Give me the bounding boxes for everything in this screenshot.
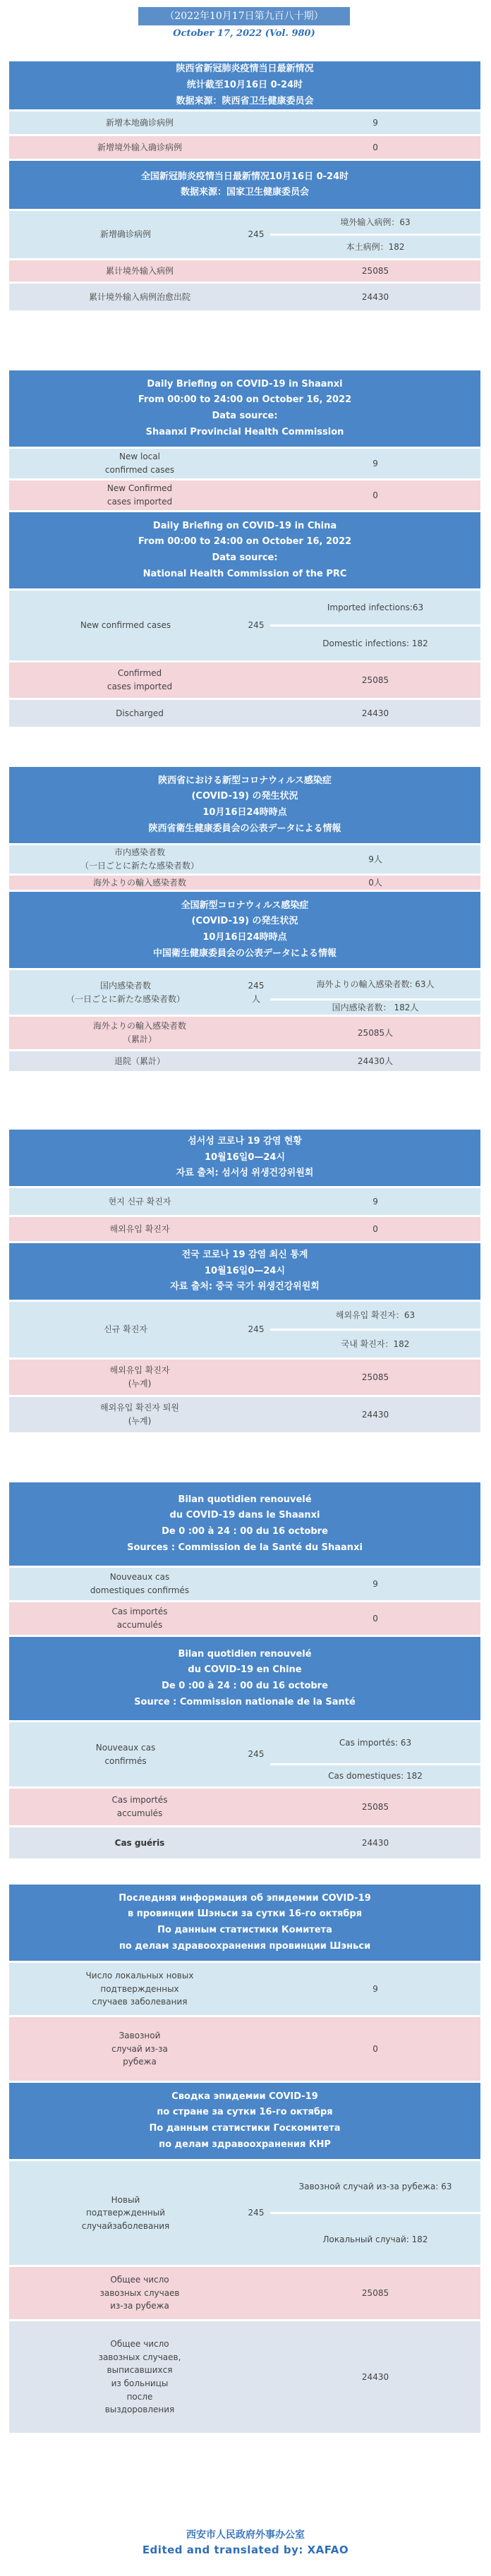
local-title-line: From 00:00 to 24:00 on October 16, 2022 <box>138 394 352 406</box>
table-row <box>9 1568 480 1600</box>
section-ko <box>9 1127 480 1434</box>
row-label <box>9 2321 270 2433</box>
national-title-line: du COVID-19 en Chine <box>188 1664 302 1676</box>
row-label-line: Cas importés <box>111 1607 168 1617</box>
new-confirmed-label <box>9 1722 242 1786</box>
stats-table-ko <box>9 1127 480 1434</box>
row-label <box>9 1789 270 1825</box>
row-label-line: выздоровления <box>104 2405 175 2415</box>
row-label <box>9 1051 270 1071</box>
local-title-line: (COVID-19) の発生状況 <box>191 791 298 802</box>
table-row <box>9 1302 480 1329</box>
row-label-line: 해외유입 확진자 <box>109 1223 170 1234</box>
row-value: 0 <box>270 136 480 159</box>
row-label-line: 新增确诊病例 <box>99 229 151 240</box>
local-title <box>9 370 480 447</box>
row-label-line: 海外よりの輸入感染者数 <box>92 877 186 888</box>
row-label <box>9 480 270 510</box>
local-title-line: в провинции Шэньси за сутки 16-го октября <box>127 1909 363 1920</box>
local-title-line: 数据来源：陕西省卫生健康委员会 <box>176 95 314 107</box>
row-label-line: (누계) <box>128 1416 152 1426</box>
local-title-line: Data source: <box>212 411 278 421</box>
row-value: 24430 <box>270 1397 480 1432</box>
row-value: 9 <box>270 1188 480 1215</box>
new-confirmed-label <box>9 2161 242 2265</box>
local-title-line: du COVID-19 dans le Shaanxi <box>169 1510 320 1521</box>
table-row <box>9 970 480 998</box>
new-confirmed-total: 245 <box>242 1722 270 1786</box>
local-title-line: Shaanxi Provincial Health Commission <box>145 426 344 437</box>
national-title-line: 자료 출처: 중국 국가 위생건강위원회 <box>170 1281 320 1293</box>
row-label-line: New Confirmed <box>107 483 173 494</box>
row-label <box>9 663 270 698</box>
row-label-line: 해외유입 확진자 퇴원 <box>100 1403 179 1413</box>
table-row <box>9 1051 480 1071</box>
row-label <box>9 1017 270 1049</box>
row-label-line: Завозной <box>119 2031 161 2041</box>
row-label-line: Новый <box>111 2194 140 2205</box>
issue-date-banner: （2022年10月17日第九百八十期） <box>138 7 350 25</box>
local-title <box>9 1482 480 1566</box>
row-label-line: из-за рубежа <box>110 2301 169 2311</box>
row-label-line: Nouveaux cas <box>95 1742 156 1753</box>
row-label-line: 신규 확진자 <box>104 1324 147 1335</box>
section-en <box>9 368 480 729</box>
row-value: 0 <box>270 2017 480 2081</box>
national-title-line: 全国新型コロナウィルス感染症 <box>181 900 309 911</box>
table-row <box>9 1789 480 1825</box>
row-label <box>9 1568 270 1600</box>
row-value: 9 <box>270 1568 480 1600</box>
national-title-line: 10月16日24時時点 <box>202 932 287 943</box>
row-label-line: cases imported <box>107 682 173 691</box>
row-label <box>9 1397 270 1432</box>
national-title-line: De 0 :00 à 24 : 00 du 16 octobre <box>162 1681 328 1691</box>
row-value: 0 <box>270 1602 480 1635</box>
table-row <box>9 591 480 624</box>
national-title-line: Source : Commission nationale de la Santé <box>134 1696 356 1707</box>
table-row <box>9 260 480 282</box>
row-label <box>9 845 270 873</box>
section-ru <box>9 1882 480 2435</box>
row-value: 25085人 <box>270 1017 480 1049</box>
national-title-line: National Health Commission of the PRC <box>143 568 347 579</box>
national-title-line: Data source: <box>212 552 278 563</box>
row-label-line: рубежа <box>123 2057 157 2067</box>
national-title <box>9 512 480 588</box>
local-title-line: 섬서성 코로나 19 감염 현황 <box>188 1135 302 1147</box>
domestic-cases: Domestic infections: 182 <box>270 627 480 660</box>
national-title-line: По данным статистики Госкомитета <box>149 2123 341 2134</box>
row-label-line: 累计境外输入病例 <box>105 265 174 276</box>
new-confirmed-total: 245 <box>242 211 270 258</box>
row-value: 24430 <box>270 1827 480 1858</box>
table-row <box>9 2161 480 2212</box>
table-row <box>9 2267 480 2319</box>
row-label-line: 累计境外输入病例治愈出院 <box>88 291 190 302</box>
national-title-line: Bilan quotidien renouvelé <box>178 1648 312 1659</box>
row-label-line: （一日ごとに新たな感染者数） <box>66 993 185 1004</box>
row-label-line: Discharged <box>116 708 164 718</box>
row-label-line: 退院（累計） <box>114 1056 165 1066</box>
national-title-line: 10월16일0—24시 <box>205 1265 286 1276</box>
row-value: 9 <box>270 1963 480 2015</box>
row-label <box>9 700 270 727</box>
local-title-line: 陕西省新冠肺炎疫情当日最新情况 <box>176 64 314 74</box>
national-title-line: 全国新冠肺炎疫情当日最新情况10月16日 0-24时 <box>140 171 349 182</box>
row-label-line: подтвержденных <box>100 1983 179 1994</box>
table-row <box>9 1360 480 1395</box>
row-label <box>9 284 270 310</box>
local-title-line: Bilan quotidien renouvelé <box>178 1494 312 1505</box>
table-row <box>9 284 480 310</box>
new-confirmed-total: 245 <box>242 591 270 660</box>
row-value: 24430 <box>270 284 480 310</box>
row-label <box>9 1217 270 1241</box>
row-value: 24430人 <box>270 1051 480 1071</box>
footer-credit: Edited and translated by: XAFAO <box>142 2544 349 2556</box>
table-row <box>9 1722 480 1763</box>
stats-table-en <box>9 368 480 729</box>
local-title-line: 자료 출처: 섬서성 위생건강위원회 <box>176 1168 314 1179</box>
local-title-line: по делам здравоохранения провинции Шэньси <box>119 1940 371 1952</box>
national-title-line: From 00:00 to 24:00 on October 16, 2022 <box>138 536 352 548</box>
row-label <box>9 2017 270 2081</box>
national-title <box>9 161 480 209</box>
row-value: 9 <box>270 111 480 134</box>
new-confirmed-label <box>9 970 242 1015</box>
row-label <box>9 1827 270 1858</box>
national-title-line: 전국 코로나 19 감염 최신 통계 <box>181 1249 308 1260</box>
local-title <box>9 61 480 109</box>
row-label-line: accumulés <box>116 1620 163 1630</box>
local-title <box>9 1885 480 1961</box>
national-title-line: по стране за сутки 16-го октября <box>157 2107 333 2118</box>
table-row <box>9 111 480 134</box>
local-title <box>9 767 480 843</box>
stats-table-zh <box>9 59 480 313</box>
stats-table-ja <box>9 765 480 1073</box>
local-title-line: 陝西省衛生健康委員会の公表データによる情報 <box>148 823 341 834</box>
row-label-line: （累計） <box>122 1034 157 1044</box>
imported-cases: 해외유입 확진자：63 <box>270 1302 480 1329</box>
local-title-line: 10月16日24時時点 <box>202 807 287 818</box>
table-row <box>9 1963 480 2015</box>
table-row <box>9 2321 480 2433</box>
national-title <box>9 2083 480 2159</box>
row-label-line: случай из-за <box>111 2043 168 2054</box>
row-label-line: Общее число <box>110 2275 169 2285</box>
local-title-line: Daily Briefing on COVID-19 in Shaanxi <box>147 378 343 389</box>
stats-table-fr <box>9 1480 480 1861</box>
row-value: 25085 <box>270 1360 480 1395</box>
table-row <box>9 876 480 890</box>
national-title-line: (COVID-19) の発生状況 <box>191 916 298 927</box>
local-title-line: 陝西省における新型コロナウィルス感染症 <box>158 775 332 786</box>
row-label-line: Confirmed <box>117 668 162 679</box>
row-label-line: выписавшихся <box>107 2365 173 2376</box>
new-confirmed-label <box>9 211 242 258</box>
national-title <box>9 892 480 968</box>
row-label-line: 海外よりの輸入感染者数 <box>92 1021 186 1032</box>
domestic-cases: Локальный случай: 182 <box>270 2214 480 2265</box>
row-value: 25085 <box>270 260 480 282</box>
row-label <box>9 2267 270 2319</box>
row-label-line: Cas importés <box>111 1795 168 1806</box>
domestic-cases: Cas domestiques: 182 <box>270 1765 480 1786</box>
table-row <box>9 700 480 727</box>
row-label-line: confirmed cases <box>104 465 175 475</box>
national-title-line: 中国衛生健康委員会の公表データによる情報 <box>153 948 337 959</box>
local-title <box>9 1130 480 1186</box>
row-value: 24430 <box>270 700 480 727</box>
row-label-line: завозных случаев, <box>98 2352 181 2362</box>
local-title-line: Sources : Commission de la Santé du Shaanxi <box>127 1542 363 1553</box>
row-label-line: New confirmed cases <box>80 620 171 631</box>
national-title-line: Сводка эпидемии COVID-19 <box>171 2091 318 2102</box>
row-label <box>9 1963 270 2015</box>
section-zh <box>9 59 480 313</box>
new-confirmed-total: 245 <box>242 2161 270 2265</box>
row-label-line: domestiques confirmés <box>90 1585 190 1595</box>
row-label-line: случайзаболевания <box>81 2220 170 2231</box>
row-value: 9人 <box>270 845 480 873</box>
row-label-line: confirmés <box>104 1755 147 1766</box>
row-label-line: 新增境外输入确诊病例 <box>97 142 182 152</box>
imported-cases: Завозной случай из-за рубежа: 63 <box>270 2161 480 2212</box>
row-label-line: Общее число <box>110 2339 169 2350</box>
row-label-line: подтвержденный <box>85 2208 165 2218</box>
row-label-line: cases imported <box>107 497 173 507</box>
national-title-line: Daily Briefing on COVID-19 in China <box>152 520 337 531</box>
table-row <box>9 1217 480 1241</box>
row-value: 0人 <box>270 876 480 890</box>
table-row <box>9 1602 480 1635</box>
row-label-line: Nouveaux cas <box>109 1572 170 1583</box>
table-row <box>9 1188 480 1215</box>
footer-organization: 西安市人民政府外事办公室 <box>186 2529 305 2541</box>
stats-table-ru <box>9 1882 480 2435</box>
local-title-line: Последняя информация об эпидемии COVID-19 <box>119 1892 371 1904</box>
row-label <box>9 260 270 282</box>
row-label-line: （一日ごとに新たな感染者数） <box>80 861 199 871</box>
domestic-cases: 국내 확진자：182 <box>270 1331 480 1357</box>
row-label-line: 市内感染者数 <box>114 847 165 858</box>
row-label-line: завозных случаев <box>99 2287 180 2298</box>
national-title-line: по делам здравоохранения КНР <box>159 2139 331 2150</box>
row-label-line: 현지 신규 확진자 <box>108 1196 171 1207</box>
row-label-line: 国内感染者数 <box>99 980 151 991</box>
row-label-line: случаев заболевания <box>92 1997 188 2007</box>
national-title <box>9 1637 480 1720</box>
row-label-line: (누계) <box>128 1379 152 1389</box>
local-title-line: 统计截至10月16日 0-24时 <box>186 79 303 90</box>
row-value: 25085 <box>270 2267 480 2319</box>
row-label-line: 新增本地确诊病例 <box>105 117 174 128</box>
imported-cases: 海外よりの輸入感染者数: 63人 <box>270 970 480 998</box>
row-label <box>9 1188 270 1215</box>
row-value: 25085 <box>270 1789 480 1825</box>
row-label <box>9 876 270 890</box>
domestic-cases: 本土病例：182 <box>270 236 480 258</box>
row-label <box>9 1360 270 1395</box>
row-label <box>9 1602 270 1635</box>
issue-date-english: October 17, 2022 (Vol. 980) <box>173 28 315 39</box>
row-label-line: New local <box>119 452 160 462</box>
row-label-line: из больницы <box>111 2378 169 2388</box>
row-value: 0 <box>270 480 480 510</box>
row-label <box>9 111 270 134</box>
new-confirmed-total: 245 <box>242 1302 270 1357</box>
table-row <box>9 845 480 873</box>
row-label-line: accumulés <box>116 1808 163 1818</box>
row-label-line: после <box>126 2391 153 2402</box>
table-row <box>9 136 480 159</box>
imported-cases: Imported infections:63 <box>270 591 480 624</box>
table-row <box>9 2017 480 2081</box>
table-row <box>9 1397 480 1432</box>
national-title-line: 数据来源：国家卫生健康委员会 <box>181 187 310 198</box>
row-value: 0 <box>270 1217 480 1241</box>
local-title-line: De 0 :00 à 24 : 00 du 16 octobre <box>162 1526 328 1537</box>
domestic-cases: 国内感染者数： 182人 <box>270 1000 480 1015</box>
table-row <box>9 480 480 510</box>
row-label-line: 해외유입 확진자 <box>109 1365 170 1376</box>
table-row <box>9 663 480 698</box>
row-value: 25085 <box>270 663 480 698</box>
section-ja <box>9 765 480 1073</box>
row-label-line: Число локальных новых <box>85 1971 194 1981</box>
local-title-line: 10월16일0—24시 <box>205 1151 286 1163</box>
section-fr <box>9 1480 480 1861</box>
row-value: 9 <box>270 449 480 478</box>
imported-cases: 境外输入病例：63 <box>270 211 480 234</box>
local-title-line: По данным статистики Комитета <box>157 1925 332 1935</box>
table-row <box>9 211 480 234</box>
national-title <box>9 1243 480 1300</box>
row-label-line: Cas guéris <box>114 1837 165 1848</box>
table-row <box>9 1827 480 1858</box>
row-label <box>9 136 270 159</box>
table-row <box>9 449 480 478</box>
new-confirmed-label <box>9 591 242 660</box>
new-confirmed-total: 245人 <box>242 970 270 1015</box>
new-confirmed-label <box>9 1302 242 1357</box>
row-label <box>9 449 270 478</box>
imported-cases: Cas importés: 63 <box>270 1722 480 1763</box>
row-value: 24430 <box>270 2321 480 2433</box>
table-row <box>9 1017 480 1049</box>
